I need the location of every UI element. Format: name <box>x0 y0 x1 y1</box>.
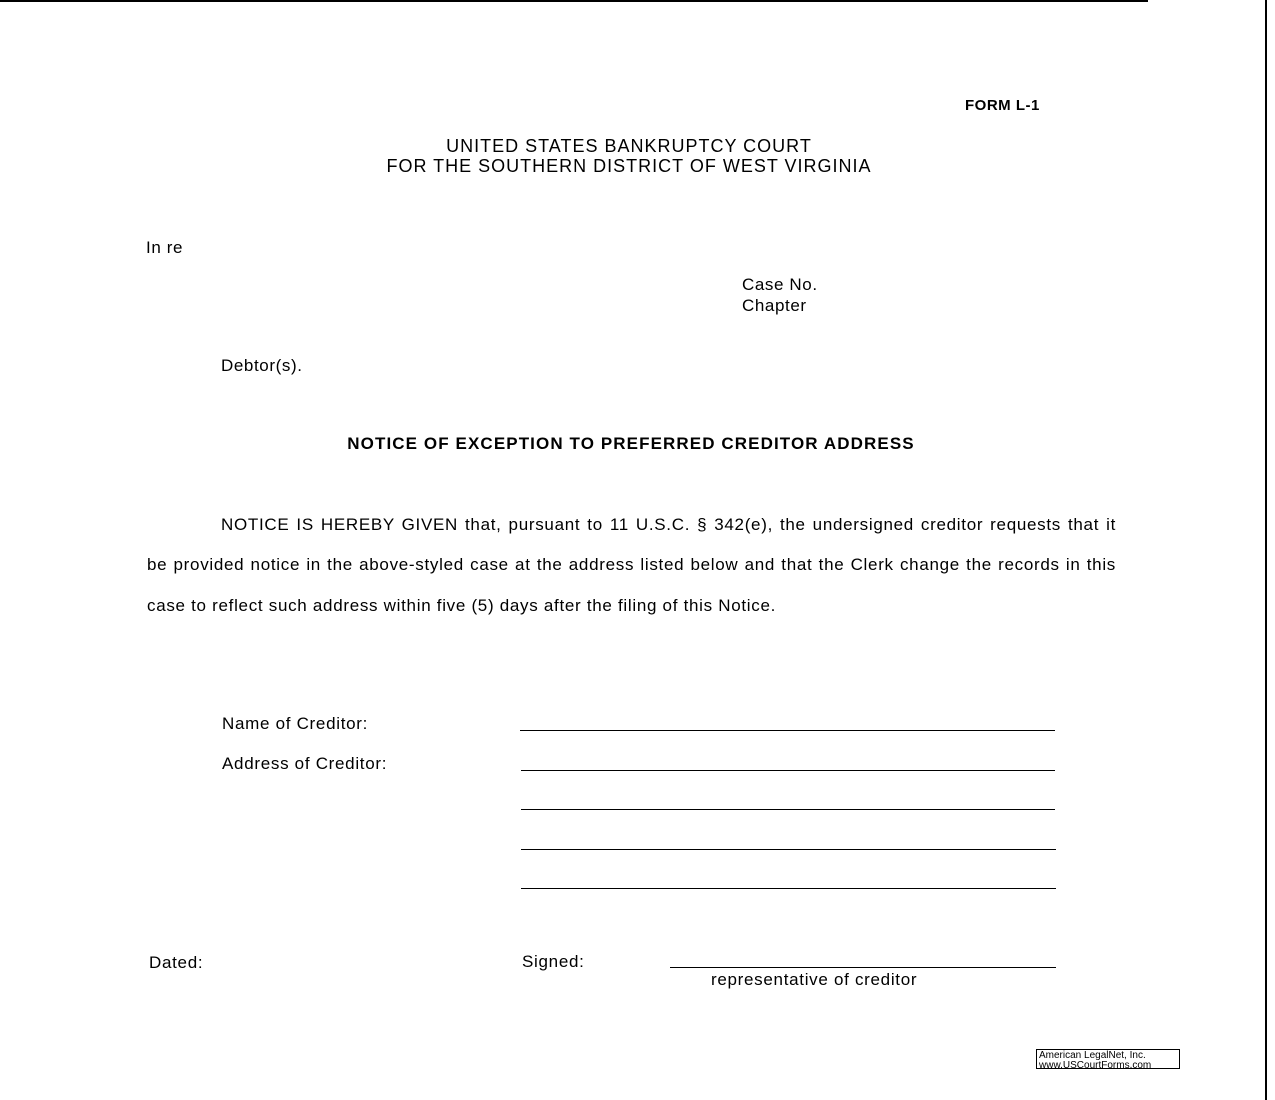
publisher-stamp-line2: www.USCourtForms.com <box>1039 1060 1152 1071</box>
dated-label: Dated: <box>149 953 204 972</box>
creditor-address-label: Address of Creditor: <box>222 754 388 773</box>
creditor-address-line-3[interactable] <box>521 849 1056 850</box>
in-re-label: In re <box>146 238 184 257</box>
creditor-name-label: Name of Creditor: <box>222 714 369 733</box>
court-name-line1: UNITED STATES BANKRUPTCY COURT <box>446 136 812 156</box>
debtor-label: Debtor(s). <box>221 356 303 375</box>
top-border-rule <box>0 0 1148 2</box>
creditor-address-line-1[interactable] <box>521 770 1055 771</box>
publisher-stamp-line1: American LegalNet, Inc. <box>1039 1050 1146 1061</box>
chapter-label: Chapter <box>742 296 807 315</box>
signed-label: Signed: <box>522 952 585 971</box>
creditor-address-line-4[interactable] <box>521 888 1056 889</box>
signature-line[interactable] <box>670 967 1056 968</box>
court-name-line2: FOR THE SOUTHERN DISTRICT OF WEST VIRGINIA <box>386 156 872 176</box>
document-title: NOTICE OF EXCEPTION TO PREFERRED CREDITOR ADDRESS <box>347 434 915 453</box>
notice-body-paragraph: NOTICE IS HEREBY GIVEN that, pursuant to 11 U.S.C. § 342(e), the undersigned creditor requests that it be provided notice in the above-styled case at the address listed below and that the Clerk change the records in this case to reflect such address within five (5) days after the filing of this Notice. <box>147 515 1116 615</box>
publisher-stamp <box>1036 1049 1180 1069</box>
case-number-label: Case No. <box>742 275 818 294</box>
creditor-address-line-2[interactable] <box>521 809 1055 810</box>
representative-label: representative of creditor <box>711 970 918 989</box>
form-id: FORM L-1 <box>965 97 1040 114</box>
right-border-rule <box>1265 0 1267 1100</box>
creditor-name-line[interactable] <box>520 730 1055 731</box>
